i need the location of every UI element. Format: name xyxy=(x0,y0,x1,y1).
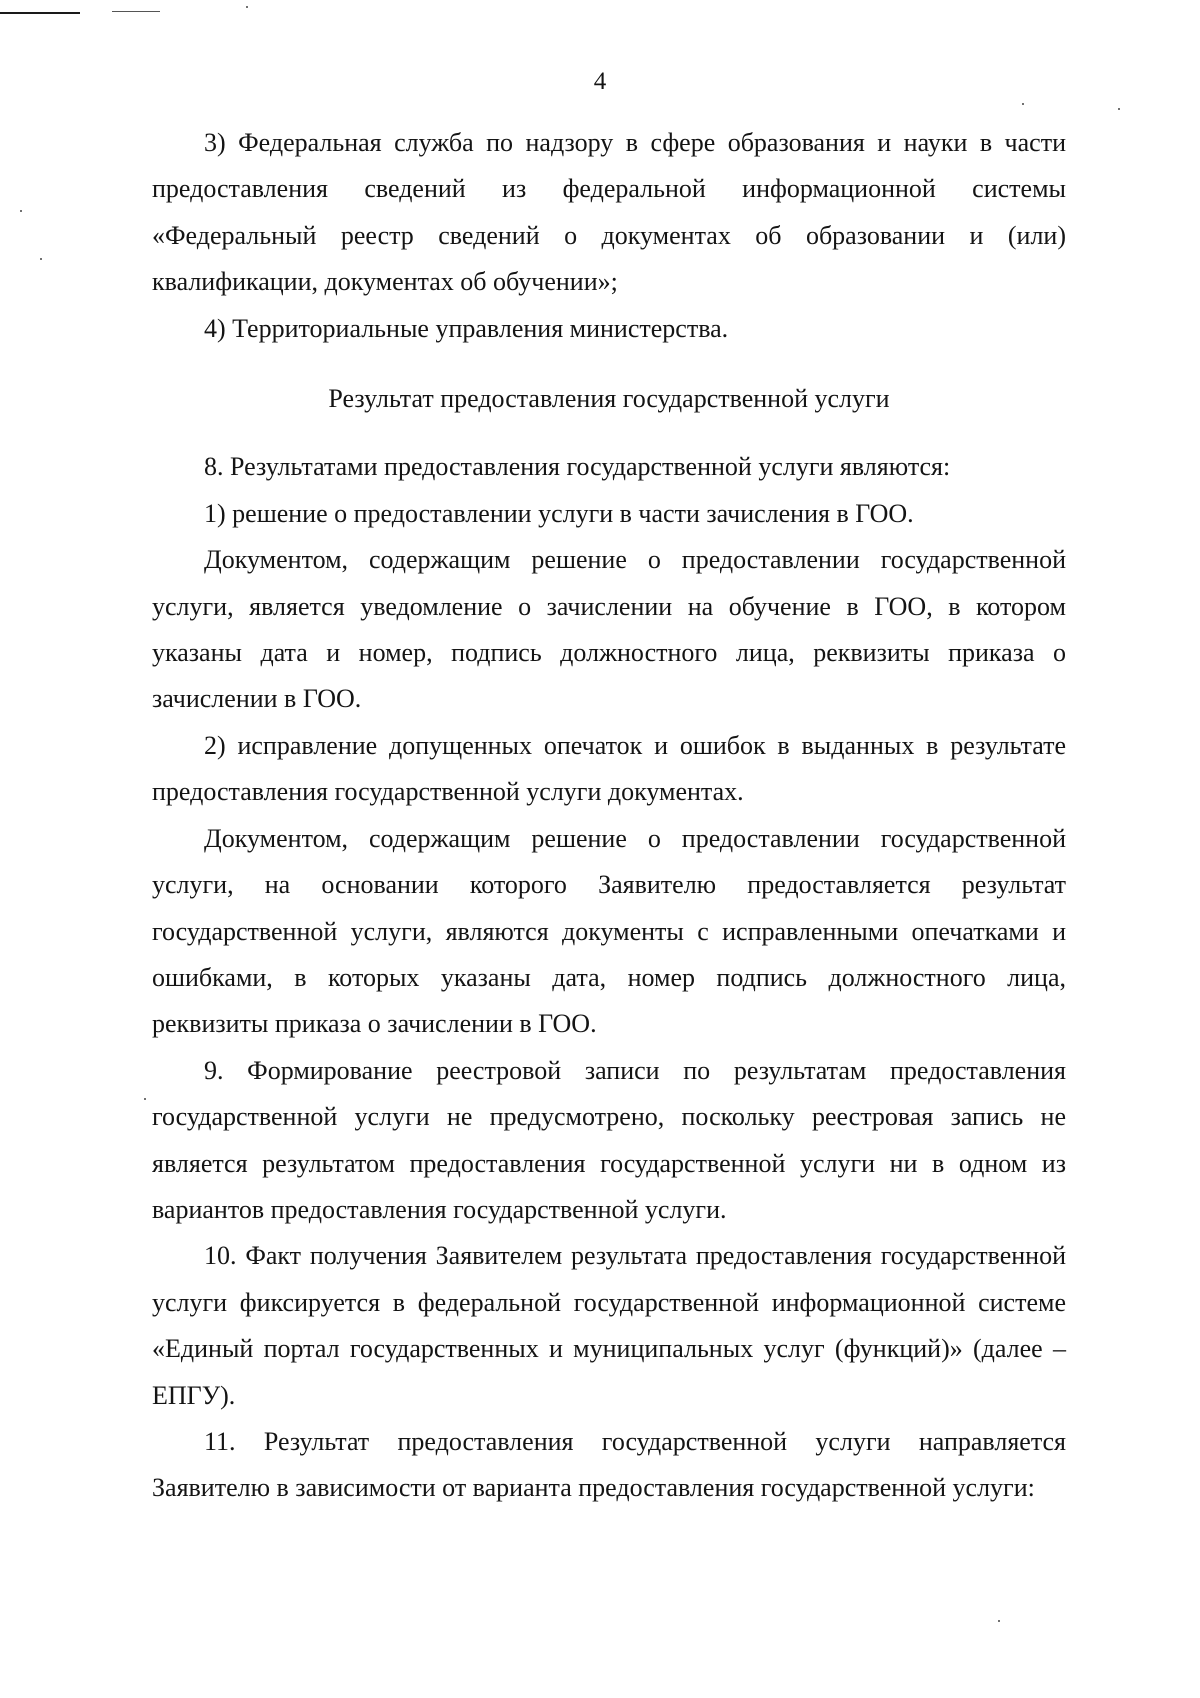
scan-artifact-line xyxy=(112,11,160,12)
scan-artifact-dot xyxy=(20,210,22,212)
paragraph-8-item-2: 2) исправление допущенных опечаток и ошибок в выданных в результате предоставления государственной услуги документах. xyxy=(152,730,1066,807)
paragraph-item-3: 3) Федеральная служба по надзору в сфере образования и науки в части предоставления сведений из федеральной информационной системы «Федеральный реестр сведений о документах об образовании и (или) квалификации, документах об обучении»; xyxy=(152,128,1066,297)
paragraph-11: 11. Результат предоставления государственной услуги направляется Заявителю в зависимости от варианта предоставления государственной услуги: xyxy=(152,1426,1066,1503)
scan-artifact-dot xyxy=(40,258,42,260)
scan-artifact-dot xyxy=(1022,103,1024,105)
paragraph-item-4: 4) Территориальные управления министерства. xyxy=(204,313,729,343)
scan-artifact-dot xyxy=(246,6,248,8)
paragraph-8-item-1: 1) решение о предоставлении услуги в части зачисления в ГОО. xyxy=(204,498,914,528)
scan-artifact-dot xyxy=(998,1620,1000,1622)
paragraph-10: 10. Факт получения Заявителем результата предоставления государственной услуги фиксируется в федеральной государственной информационной системе «Единый портал государственных и муниципальных услуг (функций)» (далее – ЕПГУ). xyxy=(152,1241,1066,1410)
paragraph-9: 9. Формирование реестровой записи по результатам предоставления государственной услуги не предусмотрено, поскольку реестровая запись не является результатом предоставления государственной услуги ни в одном из вариантов предоставления государственной услуги. xyxy=(152,1055,1066,1224)
paragraph-8: 8. Результатами предоставления государственной услуги являются: xyxy=(204,452,951,482)
scan-artifact-line xyxy=(0,12,80,14)
paragraph-8-item-2-detail: Документом, содержащим решение о предоставлении государственной услуги, на основании которого Заявителю предоставляется результат государственной услуги, являются документы с исправленными опечатками и ошибками, в которых указаны дата, номер подпись должностного лица, реквизиты приказа о зачислении в ГОО. xyxy=(152,823,1066,1039)
page-number: 4 xyxy=(593,68,607,95)
scan-artifact-dot xyxy=(144,1098,146,1100)
paragraph-8-item-1-detail: Документом, содержащим решение о предоставлении государственной услуги, является уведомление о зачислении на обучение в ГОО, в котором указаны дата и номер, подпись должностного лица, реквизиты приказа о зачислении в ГОО. xyxy=(152,545,1066,714)
document-body xyxy=(152,120,1066,1512)
section-heading: Результат предоставления государственной услуги xyxy=(328,384,890,414)
scan-artifact-dot xyxy=(1118,108,1120,110)
